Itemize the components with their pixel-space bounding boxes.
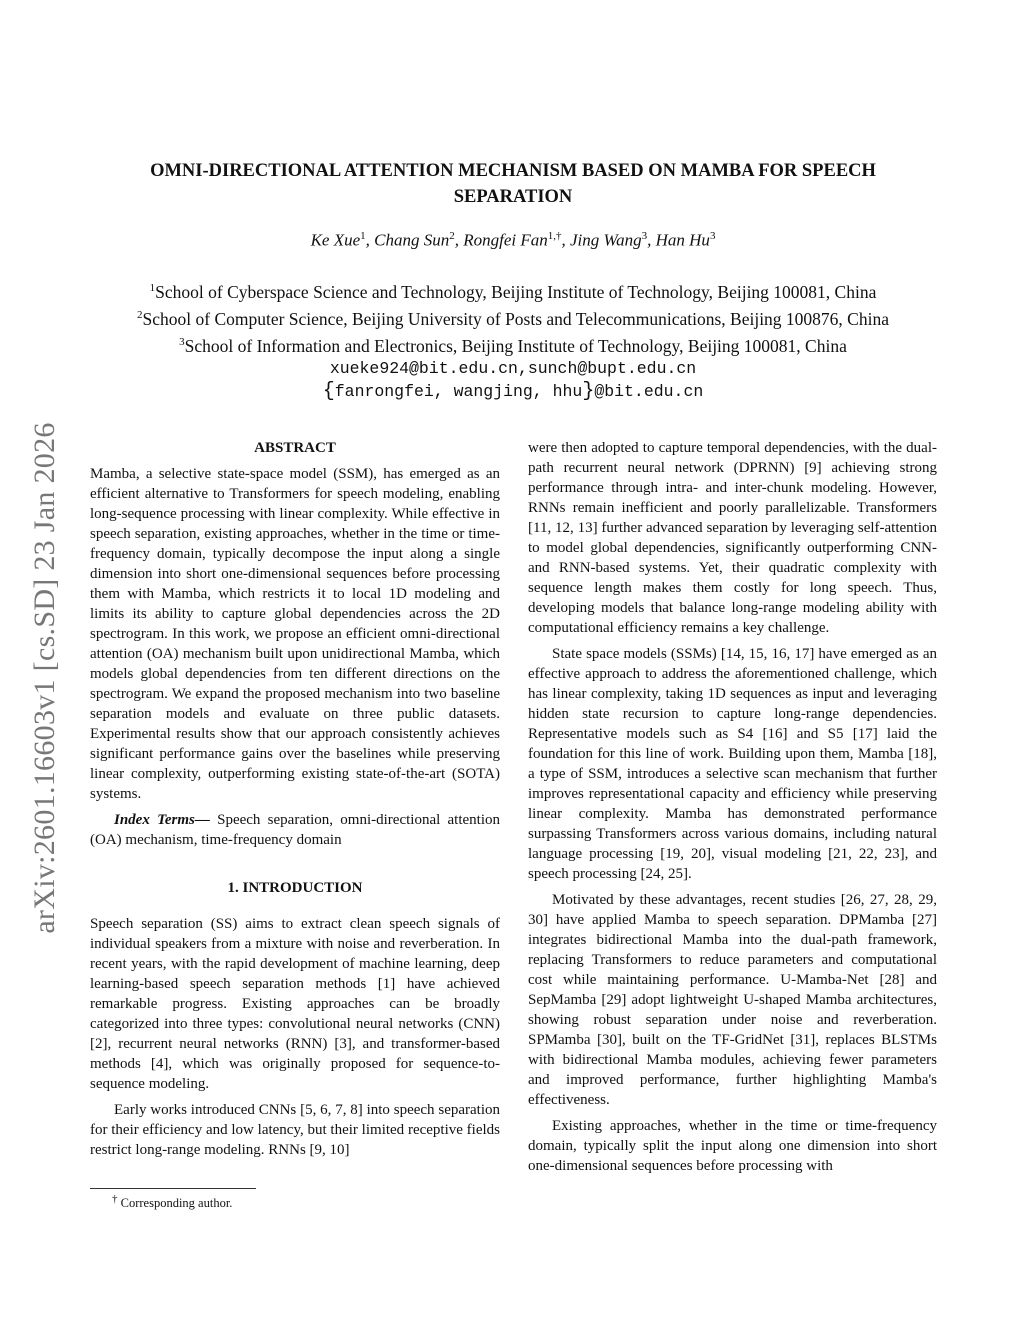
body-paragraph: Motivated by these advantages, recent studies [26, 27, 28, 29, 30] have applied Mamba to speech separation. DPMamba [27] integrates bidirectional Mamba into the dual-path framework, replacing Transformers to reduce parameters and computational cost while maintaining performance. U-Mamba-Net [28] and SepMamba [29] adopt lightweight U-shaped Mamba architectures, showing robust separation under noise and reverberation. SPMamba [30], built on the TF-GridNet [31], replaces BLSTMs with bidirectional Mamba modules, achieving fewer parameters and improved performance, further highlighting Mamba's effectiveness.: [528, 892, 937, 1108]
body-paragraph: Existing approaches, whether in the time or time-frequency domain, typically split the input along one dimension into short one-dimensional sequences before processing with: [528, 1118, 937, 1174]
intro-paragraph: Speech separation (SS) aims to extract clean speech signals of individual speakers from a mixture with noise and reverberation. In recent years, with the rapid development of machine learning, deep learning-based speech separation methods [1] have achieved remarkable progress. Existing approaches can be broadly categorized into three types: convolutional neural networks (CNN) [2], recurrent neural networks (RNN) [3], and transformer-based methods [4], which was originally proposed for sequence-to-sequence modeling.: [90, 916, 500, 1092]
author-name: Ke Xue: [310, 230, 361, 250]
author-name: Chang Sun: [374, 230, 450, 250]
footnote-divider: [90, 1188, 256, 1189]
brace-open: {: [322, 380, 335, 404]
author-name: Rongfei Fan: [463, 230, 548, 250]
affiliation-mark: 1: [149, 282, 156, 294]
affiliation-line: [90, 304, 936, 331]
left-column: [90, 438, 500, 1166]
affiliation-mark: 2: [137, 308, 143, 321]
footnote-mark: †: [112, 1193, 118, 1205]
affiliation-text: School of Information and Electronics, Beijing Institute of Technology, Beijing 100081, China: [184, 335, 847, 356]
author-name: Jing Wang: [570, 230, 642, 250]
right-column: [528, 438, 937, 1182]
author-list: Ke Xue$^1$, Chang Sun$^2$, Rongfei Fan$^{1,\dagger}$, Jing Wang$^3$, Han Hu$^3$: [310, 230, 716, 250]
index-terms: [90, 810, 500, 850]
body-paragraph: were then adopted to capture temporal dependencies, with the dual-path recurrent neural network (DPRNN) [9] achieving strong performance through intra- and inter-chunk modeling. However, RNNs remain inefficient and poorly parallelizable. Transformers [11, 12, 13] further advanced separation by leveraging self-attention to model global dependencies, significantly outperforming CNN- and RNN-based systems. Yet, their quadratic complexity with sequence length makes them costly for long speech. Thus, developing models that balance long-range modeling ability with computational efficiency remains a key challenge.: [528, 440, 937, 636]
section-heading-introduction: 1. INTRODUCTION: [227, 880, 363, 896]
author-name: Han Hu: [655, 230, 710, 250]
paper-title: OMNI-DIRECTIONAL ATTENTION MECHANISM BASED ON MAMBA FOR SPEECH SEPARATION: [150, 161, 876, 207]
affiliation-text: School of Cyberspace Science and Technology, Beijing Institute of Technology, Beijing 100081, China: [155, 281, 877, 302]
email-domain: @bit.edu.cn: [594, 382, 704, 402]
affiliation-text: School of Computer Science, Beijing University of Posts and Telecommunications, Beijing 100876, China: [142, 308, 889, 329]
author-affil-mark: 1,†: [547, 230, 562, 242]
arxiv-sidebar-stamp: [28, 373, 61, 983]
author-affil-mark: 1: [360, 230, 366, 242]
abstract-body: Mamba, a selective state-space model (SSM), has emerged as an efficient alternative to Transformers for speech modeling, enabling long-sequence processing with linear complexity. While effective in speech separation, existing approaches, whether in the time or time-frequency domain, typically decompose the input along a single dimension into short one-dimensional sequences before processing them with Mamba, which restricts it to local 1D modeling and limits its ability to capture global dependencies across the 2D spectrogram. In this work, we propose an efficient omni-directional attention (OA) mechanism built upon unidirectional Mamba, which models global dependencies from ten different directions on the spectrogram. We expand the proposed mechanism into two baseline separation models and evaluate on three public datasets. Experimental results show that our approach consistently achieves significant performance gains over the baselines while preserving linear complexity, outperforming existing state-of-the-art (SOTA) systems.: [90, 466, 500, 802]
affiliation-mark: 3: [179, 335, 185, 348]
author-affil-mark: 3: [641, 230, 648, 242]
index-terms-label: Index Terms—: [114, 812, 210, 828]
author-affil-mark: 2: [449, 230, 455, 242]
index-terms-text: Speech separation, omni-directional attention (OA) mechanism, time-frequency domain: [90, 812, 500, 848]
email-line: [90, 380, 936, 403]
affiliation-block: [90, 277, 936, 403]
footnote: [112, 1193, 232, 1211]
body-paragraph: State space models (SSMs) [14, 15, 16, 17] have emerged as an effective approach to address the aforementioned challenge, which has linear complexity, taking 1D sequences as input and leveraging hidden state recursion to capture long-range dependencies. Representative models such as S4 [16] and S5 [17] laid the foundation for this line of work. Building upon them, Mamba [18], a type of SSM, introduces a selective scan mechanism that further improves representational capacity and efficiency while preserving linear complexity. Mamba has demonstrated performance surpassing Transformers across various domains, including natural language processing [19, 20], visual modeling [21, 22, 23], and speech processing [24, 25].: [528, 646, 937, 882]
abstract-heading: ABSTRACT: [254, 440, 336, 456]
email-line: xueke924@bit.edu.cn,sunch@bupt.edu.cn: [329, 359, 697, 379]
email-names: fanrongfei, wangjing, hhu: [334, 382, 583, 402]
footnote-text: Corresponding author.: [117, 1196, 233, 1211]
affiliation-line: [90, 277, 936, 304]
brace-close: }: [582, 380, 595, 404]
intro-paragraph: Early works introduced CNNs [5, 6, 7, 8] into speech separation for their efficiency and low latency, but their limited receptive fields restrict long-range modeling. RNNs [9, 10]: [90, 1102, 500, 1158]
author-affil-mark: 3: [709, 230, 716, 242]
arxiv-id-text: arXiv:2601.16603v1 [cs.SD] 23 Jan 2026: [28, 422, 61, 934]
affiliation-line: [90, 331, 936, 358]
